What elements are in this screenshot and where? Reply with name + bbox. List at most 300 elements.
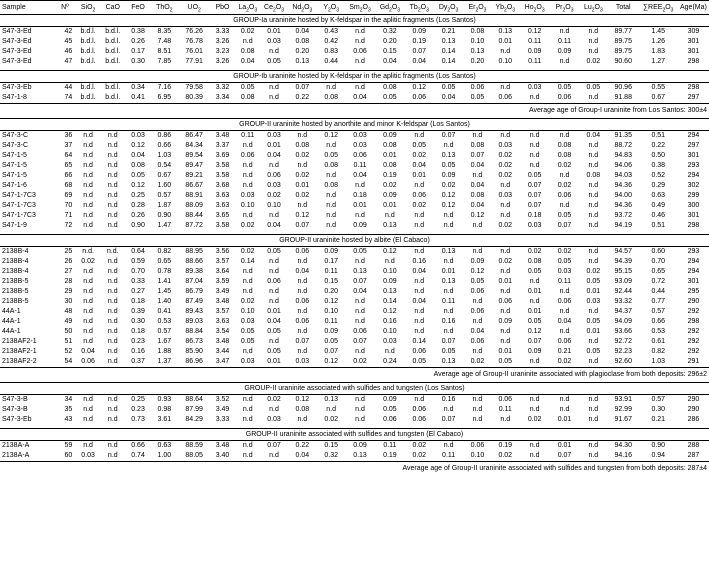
table-cell: S47-3-Eb — [2, 84, 32, 91]
table-cell: 0.06 — [353, 48, 367, 55]
table-cell: n.d — [107, 222, 118, 229]
table-cell: n.d — [414, 132, 425, 139]
table-cell: n.d — [355, 406, 365, 413]
table-cell: 0.23 — [131, 338, 145, 345]
table-cell: 0.21 — [441, 28, 456, 35]
table-cell: 0.65 — [651, 268, 666, 275]
table-cell: n.d — [443, 328, 454, 335]
table-cell: 0.13 — [470, 48, 485, 55]
column-header: Age(Ma) — [678, 1, 709, 15]
table-cell: n.d — [559, 202, 570, 209]
table-cell: 0.55 — [651, 84, 666, 91]
table-cell: 0.12 — [295, 396, 310, 403]
table-cell: n.d — [107, 152, 118, 159]
table-cell: 3.57 — [215, 308, 230, 315]
table-cell: 293 — [687, 162, 700, 169]
table-cell: n.d — [588, 182, 599, 189]
column-header: $Pr_2O_3$ — [550, 1, 579, 15]
table-cell: n.d — [326, 84, 337, 91]
table-cell: 0.02 — [586, 58, 601, 65]
table-cell: 76.78 — [185, 38, 203, 45]
table-cell: 0.13 — [383, 288, 397, 295]
table-cell: 0.06 — [498, 94, 513, 101]
table-cell: 0.01 — [295, 182, 310, 189]
table-cell: 1.45 — [157, 288, 172, 295]
table-cell: 0.01 — [586, 328, 601, 335]
table-cell: 0.49 — [651, 202, 666, 209]
table-cell: 292 — [687, 348, 700, 355]
table-cell: 77.91 — [185, 58, 203, 65]
table-row — [0, 161, 709, 171]
table-cell: 0.12 — [527, 328, 542, 335]
table-cell: 0.12 — [295, 212, 310, 219]
table-cell: 0.05 — [557, 212, 572, 219]
table-cell: 0.01 — [498, 38, 513, 45]
table-cell: 0.02 — [498, 162, 513, 169]
table-cell: 92.44 — [614, 288, 632, 295]
table-cell: 0.17 — [324, 258, 338, 265]
table-cell: 0.04 — [353, 288, 367, 295]
table-cell: 3.23 — [215, 48, 230, 55]
table-cell: n.d — [242, 406, 253, 413]
table-cell: 0.15 — [383, 48, 397, 55]
table-cell: 95.15 — [614, 268, 632, 275]
table-cell: 3.58 — [215, 172, 230, 179]
table-cell: 52 — [64, 348, 73, 355]
table-cell: n.d — [83, 182, 93, 189]
table-cell: n.d — [588, 152, 599, 159]
table-cell: b.d.l. — [80, 28, 96, 35]
table-cell: 30 — [64, 298, 73, 305]
table-cell: 1.60 — [157, 182, 172, 189]
table-cell: n.d — [83, 212, 93, 219]
table-cell: S47-3-Ed — [2, 58, 32, 65]
table-cell: n.d — [107, 318, 118, 325]
table-cell: 0.01 — [383, 202, 397, 209]
table-cell: 0.06 — [295, 318, 310, 325]
table-cell: 0.30 — [651, 406, 666, 413]
table-cell: 0.12 — [131, 182, 145, 189]
table-cell: 0.06 — [412, 94, 427, 101]
table-cell: 3.48 — [215, 338, 230, 345]
table-cell: 0.54 — [157, 162, 172, 169]
table-cell: 291 — [687, 358, 700, 365]
table-cell: 0.57 — [651, 308, 666, 315]
table-cell: 0.11 — [498, 406, 512, 413]
table-cell: 0.08 — [240, 48, 255, 55]
table-cell: 0.29 — [651, 182, 666, 189]
table-cell: 0.03 — [240, 358, 255, 365]
average-age-note: Average age of Group-II uraninite associated with plagioclase from both deposits: 296±2 — [0, 368, 709, 383]
table-cell: 70 — [64, 202, 73, 209]
table-cell: n.d — [529, 94, 540, 101]
table-cell: 2138B-4 — [2, 258, 29, 265]
table-cell: n.d — [414, 212, 425, 219]
table-cell: 0.01 — [441, 268, 456, 275]
table-cell: 89.77 — [614, 28, 632, 35]
table-cell: 3.54 — [215, 328, 230, 335]
table-cell: 0.02 — [324, 416, 338, 423]
table-cell: 69 — [64, 192, 73, 199]
table-cell: 0.02 — [412, 202, 427, 209]
table-cell: 294 — [687, 172, 700, 179]
table-cell: 301 — [687, 48, 700, 55]
table-cell: 1.83 — [651, 48, 666, 55]
table-cell: 0.06 — [412, 416, 427, 423]
table-cell: 0.09 — [383, 132, 397, 139]
table-cell: n.d — [529, 452, 540, 459]
table-cell: 0.16 — [131, 348, 145, 355]
table-cell: 0.01 — [267, 358, 281, 365]
table-cell: 3.63 — [215, 318, 230, 325]
table-cell: 0.02 — [267, 396, 281, 403]
table-cell: 0.02 — [240, 248, 255, 255]
table-cell: 0.08 — [295, 38, 310, 45]
table-cell: 0.09 — [441, 172, 456, 179]
table-cell: 0.02 — [498, 152, 513, 159]
table-cell: 86.96 — [185, 358, 203, 365]
table-cell: b.d.l. — [80, 58, 96, 65]
column-header: $Dy_2O_3$ — [434, 1, 464, 15]
table-cell: n.d — [242, 416, 253, 423]
table-cell: n.d — [588, 452, 599, 459]
table-cell: 0.98 — [157, 406, 172, 413]
table-cell: 0.02 — [383, 182, 397, 189]
table-cell: 0.03 — [498, 192, 513, 199]
table-cell: 1.47 — [157, 222, 172, 229]
table-cell: b.d.l. — [80, 48, 96, 55]
table-cell: n.d — [297, 202, 308, 209]
table-cell: 87.72 — [185, 222, 203, 229]
table-cell: 0.11 — [442, 452, 456, 459]
table-cell: n.d — [500, 202, 511, 209]
table-cell: 0.08 — [383, 162, 397, 169]
table-cell: n.d — [83, 152, 93, 159]
table-cell: 0.04 — [412, 268, 427, 275]
table-cell: S47-1-8 — [2, 94, 27, 101]
table-cell: 3.48 — [215, 132, 230, 139]
table-cell: 0.06 — [81, 358, 95, 365]
table-cell: 0.09 — [527, 348, 542, 355]
table-cell: 3.57 — [215, 258, 230, 265]
table-cell: 0.08 — [470, 142, 485, 149]
table-cell: 3.49 — [215, 288, 230, 295]
table-cell: n.d — [83, 406, 93, 413]
table-cell: 0.02 — [353, 358, 367, 365]
table-cell: 48 — [64, 308, 73, 315]
table-cell: n.d — [529, 142, 540, 149]
table-cell: n.d — [107, 132, 118, 139]
table-cell: n.d — [297, 288, 308, 295]
table-cell: 45 — [64, 38, 73, 45]
table-cell: 0.32 — [324, 452, 338, 459]
table-cell: b.d.l. — [105, 48, 121, 55]
table-cell: 1.00 — [157, 452, 172, 459]
table-cell: 301 — [687, 152, 700, 159]
table-cell: 0.01 — [557, 442, 572, 449]
table-cell: n.d — [588, 212, 599, 219]
table-cell: n.d — [355, 212, 365, 219]
table-cell: 0.07 — [527, 202, 542, 209]
table-cell: n.d — [355, 182, 365, 189]
table-cell: n.d — [414, 278, 425, 285]
table-cell: 0.08 — [383, 84, 397, 91]
table-cell: 0.13 — [441, 248, 456, 255]
table-row — [0, 151, 709, 161]
group-title: GROUP-II uraninite hosted by anorthite and minor K-feldspar (Los Santos) — [0, 119, 709, 131]
table-cell: 65 — [64, 162, 73, 169]
table-cell: 0.22 — [651, 142, 666, 149]
table-cell: 0.11 — [528, 58, 542, 65]
table-cell: 76.01 — [185, 48, 203, 55]
table-cell: 0.10 — [324, 308, 338, 315]
table-cell: 0.12 — [324, 132, 338, 139]
table-cell: n.d — [269, 452, 279, 459]
table-cell: 0.67 — [651, 94, 666, 101]
table-cell: 1.27 — [651, 58, 666, 65]
table-cell: 93.72 — [614, 212, 632, 219]
table-cell: 0.05 — [527, 268, 542, 275]
column-header: ThO$_2$ — [150, 1, 178, 15]
table-cell: n.d — [414, 328, 425, 335]
table-cell: b.d.l. — [80, 84, 96, 91]
table-cell: 0.09 — [412, 28, 427, 35]
table-cell: 1.26 — [651, 38, 666, 45]
table-cell: 88.84 — [185, 328, 203, 335]
table-cell: 0.65 — [157, 258, 172, 265]
table-row — [0, 181, 709, 191]
table-cell: 0.01 — [267, 142, 281, 149]
table-cell: 89.75 — [614, 48, 632, 55]
table-cell: 0.86 — [157, 132, 172, 139]
table-cell: n.d — [500, 84, 511, 91]
table-cell: n.d — [107, 142, 118, 149]
table-cell: 0.06 — [412, 192, 427, 199]
table-cell: 3.26 — [215, 38, 230, 45]
table-cell: 0.07 — [470, 152, 485, 159]
table-cell: 46 — [64, 48, 73, 55]
table-cell: 0.03 — [240, 318, 255, 325]
table-cell: 0.11 — [241, 132, 255, 139]
table-cell: 0.22 — [295, 442, 310, 449]
table-cell: 0.61 — [651, 338, 666, 345]
table-cell: S47-1-5 — [2, 152, 27, 159]
table-cell: 0.42 — [324, 38, 338, 45]
table-cell: n.d — [500, 48, 511, 55]
table-cell: 0.13 — [441, 278, 456, 285]
table-cell: 0.90 — [131, 222, 145, 229]
table-cell: 0.02 — [527, 416, 542, 423]
column-header: Total — [608, 1, 639, 15]
table-cell: 88.72 — [614, 142, 632, 149]
table-cell: 94.06 — [614, 162, 632, 169]
table-cell: 0.06 — [240, 152, 255, 159]
table-cell: n.d — [588, 442, 599, 449]
table-cell: 6.95 — [157, 94, 172, 101]
table-row — [0, 297, 709, 307]
table-cell: 0.05 — [324, 152, 338, 159]
table-cell: 0.04 — [295, 28, 310, 35]
table-cell: 0.06 — [470, 84, 485, 91]
table-cell: 89.43 — [185, 308, 203, 315]
group-title-row — [0, 119, 709, 131]
table-cell: n.d — [472, 318, 483, 325]
table-cell: n.d — [297, 348, 308, 355]
table-cell: 0.11 — [324, 318, 338, 325]
table-cell: S47-1-9 — [2, 222, 27, 229]
table-cell: n.d — [107, 396, 118, 403]
table-cell: 0.08 — [557, 142, 572, 149]
table-cell: n.d — [355, 348, 365, 355]
table-cell: 0.06 — [470, 288, 485, 295]
table-cell: n.d — [107, 192, 118, 199]
table-cell: 0.64 — [131, 248, 145, 255]
table-cell: n.d — [443, 308, 454, 315]
table-cell: n.d — [588, 28, 599, 35]
table-cell: 2138AF2-1 — [2, 338, 37, 345]
table-cell: 88.95 — [185, 248, 203, 255]
table-cell: 0.01 — [527, 288, 542, 295]
table-cell: 0.04 — [267, 318, 281, 325]
table-cell: 3.40 — [215, 452, 230, 459]
table-cell: 0.06 — [557, 192, 572, 199]
table-cell: 1.37 — [157, 358, 172, 365]
table-cell: 2138B-5 — [2, 278, 29, 285]
table-cell: 298 — [687, 84, 700, 91]
table-cell: 0.05 — [267, 348, 281, 355]
table-cell: n.d — [107, 172, 118, 179]
table-cell: n.d — [529, 162, 540, 169]
table-cell: 94.83 — [614, 152, 632, 159]
table-cell: n.d — [529, 278, 540, 285]
table-cell: S47-3-C — [2, 132, 29, 139]
table-cell: 0.27 — [131, 288, 145, 295]
table-cell: 0.08 — [324, 94, 338, 101]
table-cell: 8.51 — [157, 48, 172, 55]
table-cell: 87.49 — [185, 298, 203, 305]
table-cell: 0.46 — [651, 212, 666, 219]
table-row — [0, 415, 709, 425]
table-cell: 80.39 — [185, 94, 203, 101]
table-cell: 0.12 — [470, 212, 485, 219]
table-cell: n.d — [83, 268, 93, 275]
table-cell: 0.02 — [412, 442, 427, 449]
table-cell: 0.11 — [528, 38, 542, 45]
table-cell: 3.65 — [215, 212, 230, 219]
table-cell: 3.48 — [215, 442, 230, 449]
table-cell: 47 — [64, 58, 73, 65]
table-cell: 89.54 — [185, 152, 203, 159]
table-cell: n.d — [83, 328, 93, 335]
table-cell: 84.34 — [185, 142, 203, 149]
table-cell: 0.03 — [586, 298, 601, 305]
average-age-row — [0, 462, 709, 477]
table-cell: 0.34 — [131, 84, 145, 91]
table-cell: n.d. — [82, 248, 94, 255]
group-title-row — [0, 71, 709, 83]
table-cell: 3.61 — [157, 416, 172, 423]
table-cell: 0.05 — [412, 358, 427, 365]
table-cell: n.d — [107, 308, 118, 315]
table-cell: 0.09 — [383, 396, 397, 403]
group-title-row — [0, 429, 709, 441]
table-cell: 0.41 — [157, 308, 172, 315]
table-cell: 0.60 — [651, 248, 666, 255]
table-cell: 3.44 — [215, 348, 230, 355]
table-cell: 0.05 — [383, 406, 397, 413]
column-header: SiO$_2$ — [76, 1, 100, 15]
column-header: $Er_2O_3$ — [464, 1, 492, 15]
table-cell: n.d — [297, 132, 308, 139]
table-cell: 0.04 — [441, 94, 456, 101]
column-header: $Ho_2O_3$ — [519, 1, 550, 15]
table-cell: 0.07 — [267, 442, 281, 449]
table-cell: 7.16 — [157, 84, 172, 91]
column-header: $Gd_2O_3$ — [375, 1, 405, 15]
table-cell: 3.64 — [215, 268, 230, 275]
column-header: $La_2O_3$ — [235, 1, 261, 15]
table-cell: n.d — [107, 406, 118, 413]
table-cell: n.d — [269, 48, 279, 55]
table-cell: 0.02 — [470, 358, 485, 365]
table-cell: S47-3-C — [2, 142, 29, 149]
table-cell: 88.91 — [185, 192, 203, 199]
table-cell: n.d — [588, 308, 599, 315]
table-cell: 89.03 — [185, 318, 203, 325]
table-cell: 0.05 — [470, 94, 485, 101]
table-cell: 88.59 — [185, 442, 203, 449]
table-cell: S47-1-7C3 — [2, 212, 36, 219]
table-cell: 87.99 — [185, 406, 203, 413]
table-cell: 0.14 — [240, 258, 255, 265]
table-cell: 0.19 — [383, 172, 397, 179]
table-row — [0, 395, 709, 406]
table-cell: 301 — [687, 278, 700, 285]
table-cell: 0.02 — [441, 182, 456, 189]
table-cell: 0.13 — [353, 268, 367, 275]
table-cell: 0.10 — [470, 38, 485, 45]
table-cell: 88.66 — [185, 258, 203, 265]
table-cell: 0.01 — [267, 28, 281, 35]
group-title: GROUP-Ib uraninite hosted by K-feldspar in the aplitic fragments (Los Santos) — [0, 71, 709, 83]
table-cell: 94.36 — [614, 182, 632, 189]
table-cell: 297 — [687, 94, 700, 101]
table-cell: b.d.l. — [105, 94, 121, 101]
table-cell: 0.01 — [383, 152, 397, 159]
column-header: $Ce_2O_3$ — [261, 1, 288, 15]
table-cell: n.d — [297, 278, 308, 285]
table-cell: 0.12 — [131, 142, 145, 149]
table-cell: 93.09 — [614, 278, 632, 285]
table-cell: 0.20 — [383, 38, 397, 45]
table-cell: n.d — [83, 222, 93, 229]
table-cell: 64 — [64, 152, 73, 159]
table-cell: n.d — [107, 416, 118, 423]
table-cell: n.d — [297, 258, 308, 265]
table-cell: n.d — [107, 452, 118, 459]
table-cell: 3.32 — [215, 84, 230, 91]
table-cell: n.d — [472, 406, 483, 413]
table-cell: 0.05 — [527, 172, 542, 179]
table-cell: 0.05 — [441, 162, 456, 169]
table-cell: S47-1-5 — [2, 172, 27, 179]
table-cell: 0.63 — [157, 442, 172, 449]
table-cell: 0.10 — [267, 202, 281, 209]
table-cell: 0.02 — [527, 248, 542, 255]
table-cell: n.d — [242, 172, 253, 179]
column-header: $Nd_2O_3$ — [287, 1, 317, 15]
table-cell: 85.90 — [185, 348, 203, 355]
